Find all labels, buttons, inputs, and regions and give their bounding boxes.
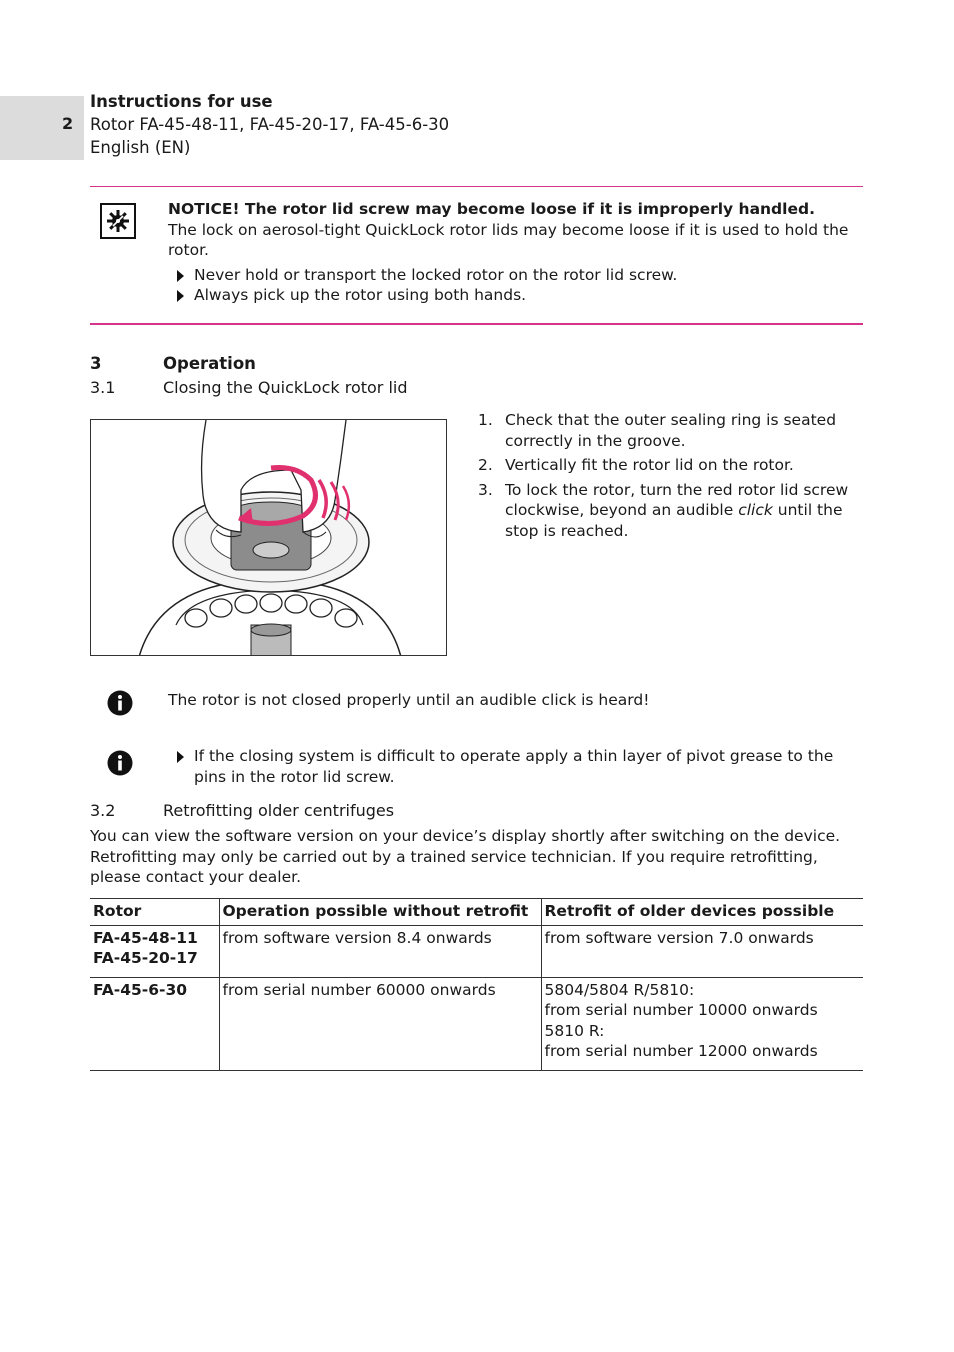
table-header: Retrofit of older devices possible <box>541 899 863 926</box>
retrofit-line: 5804/5804 R/5810: <box>544 980 695 999</box>
rotor-name: FA-45-6-30 <box>93 980 188 999</box>
info-note <box>168 746 860 787</box>
retrofit-line: 5810 R: <box>544 1021 605 1040</box>
subsection-heading <box>90 801 394 820</box>
table-row <box>90 977 863 1070</box>
retrofit-line: from serial number 12000 onwards <box>544 1042 818 1060</box>
notice-bullet <box>168 285 860 306</box>
step-text: until the stop is reached. <box>505 501 843 540</box>
retrofit-cell <box>541 925 863 977</box>
document-header <box>90 90 449 159</box>
info-icon <box>107 750 133 776</box>
notice-box <box>168 199 860 306</box>
table-header-row <box>90 899 863 926</box>
section-heading <box>90 354 256 373</box>
subsection-number: 3.1 <box>90 378 116 397</box>
arrow-right-icon <box>177 290 184 302</box>
table-row <box>90 925 863 977</box>
retrofit-line: from software version 7.0 onwards <box>544 928 814 947</box>
info-bullet <box>168 746 860 787</box>
section-number: 3 <box>90 354 102 373</box>
operation-cell: from software version 8.4 onwards <box>219 925 541 977</box>
notice-bottom-rule <box>90 323 863 325</box>
step-number: 3. <box>478 480 493 499</box>
step-number: 1. <box>478 411 493 429</box>
subsection-title: Closing the QuickLock rotor lid <box>163 378 408 397</box>
table-header: Rotor <box>90 899 219 926</box>
step-text: Check that the outer sealing ring is seated correctly in the groove. <box>505 411 837 450</box>
retrofit-table <box>90 898 863 1071</box>
rotor-cell <box>90 977 219 1070</box>
info-note: The rotor is not closed properly until an audible click is heard! <box>168 691 650 709</box>
subsection-number: 3.2 <box>90 801 116 820</box>
step-item <box>478 410 862 451</box>
operation-cell: from serial number 60000 onwards <box>219 977 541 1070</box>
arrow-right-icon <box>177 751 184 763</box>
doc-product: Rotor FA-45-48-11, FA-45-20-17, FA-45-6-30 <box>90 115 450 134</box>
notice-gear-icon <box>100 203 136 239</box>
step-number: 2. <box>478 456 493 474</box>
rotor-cell <box>90 925 219 977</box>
rotor-lid-illustration <box>90 419 447 656</box>
doc-language: English (EN) <box>90 138 191 157</box>
notice-body: The lock on aerosol-tight QuickLock rotor lids may become loose if it is used to hold the rotor. <box>168 220 849 259</box>
notice-bullet <box>168 265 860 286</box>
rotor-name: FA-45-20-17 <box>93 949 198 967</box>
subsection-heading <box>90 378 408 397</box>
doc-title: Instructions for use <box>90 92 273 111</box>
table-header: Operation possible without retrofit <box>219 899 541 926</box>
retrofit-line: from serial number 10000 onwards <box>544 1001 818 1019</box>
notice-title: NOTICE! The rotor lid screw may become loose if it is improperly handled. <box>168 200 815 218</box>
step-text: To lock the rotor, turn the red rotor lid screw clockwise, beyond an audible <box>505 480 849 519</box>
step-item <box>478 455 862 476</box>
info-icon <box>107 690 133 716</box>
notice-bullet-text: Never hold or transport the locked rotor on the rotor lid screw. <box>194 265 678 284</box>
retrofit-cell <box>541 977 863 1070</box>
step-text: Vertically fit the rotor lid on the rotor. <box>505 456 794 474</box>
step-emphasis: click <box>738 501 773 519</box>
subsection-title: Retrofitting older centrifuges <box>163 801 395 820</box>
step-item <box>478 480 862 542</box>
arrow-right-icon <box>177 270 184 282</box>
page-number: 2 <box>62 114 74 133</box>
section-title: Operation <box>163 354 256 373</box>
steps-list <box>478 410 862 545</box>
notice-bullet-text: Always pick up the rotor using both hands. <box>194 286 527 304</box>
rotor-name: FA-45-48-11 <box>93 928 198 947</box>
retrofit-paragraph: You can view the software version on your device’s display shortly after switching on the device. Retrofitting may only be carried out by a trained service technician. If you require retrofitting, please contact your dealer. <box>90 827 841 886</box>
info-bullet-text: If the closing system is difficult to operate apply a thin layer of pivot grease to the pins in the rotor lid screw. <box>194 747 834 786</box>
notice-top-rule <box>90 186 863 187</box>
